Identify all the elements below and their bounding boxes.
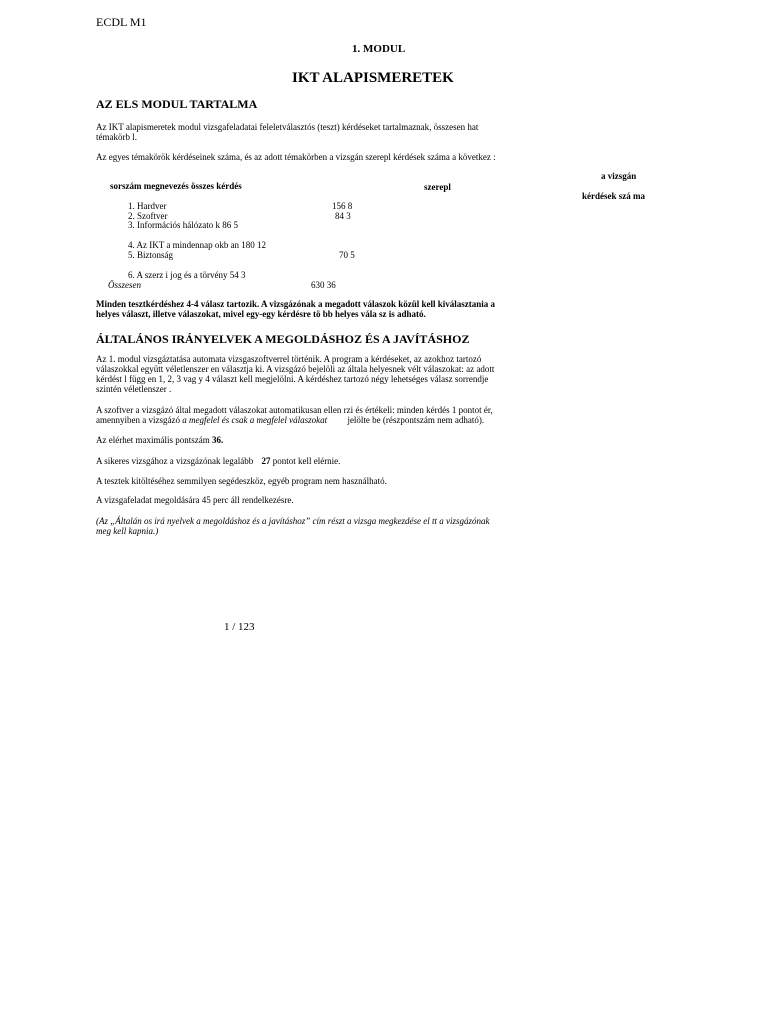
guideline-p2-rest: jelölte be (részpontszám nem adható). [327, 415, 485, 425]
guideline-p1-line-3: kérdést l függ en 1, 2, 3 vag y 4 választ kell megjelölni. A kérdéshez tartozó négy lehetséges válasz sorrendje [96, 374, 489, 384]
bold-note-line-1: Minden tesztkérdéshez 4-4 válasz tartozik. A vizsgázónak a megadott válaszok közül kell kiválasztania a [96, 299, 495, 309]
section-heading-guidelines: ÁLTALÁNOS IRÁNYELVEK A MEGOLDÁSHOZ ÉS A JAVÍTÁSHOZ [96, 332, 470, 346]
table-row-5-nums: 70 5 [339, 250, 355, 260]
running-header: ECDL M1 [96, 15, 147, 29]
note-line-1: (Az „Általán os irá nyelvek a megoldáshoz és a javításhoz” cím részt a vizsga megkezdése el tt a vizsgázónak [96, 516, 490, 526]
module-label: 1. MODUL [352, 43, 406, 55]
guideline-p1-line-2: válaszokkal együtt véletlenszer en választja ki. A vizsgázó bejelöli az általa helyesnek vélt válaszokat: az adott [96, 364, 495, 374]
table-row-4: 4. Az IKT a mindennap okb an 180 12 [128, 240, 267, 250]
guideline-p1-line-4: szintén véletlenszer . [96, 384, 172, 394]
intro-paragraph-2: Az egyes témakörök kérdéseinek száma, és az adott témakörben a vizsgán szerepl kérdések száma a következ : [96, 152, 496, 162]
max-points-value: 36. [211, 435, 224, 445]
time-limit-line: A vizsgafeladat megoldására 45 perc áll rendelkezésre. [96, 495, 294, 505]
intro-line-1: Az IKT alapismeretek modul vizsgafeladatai feleletválasztós (teszt) kérdéseket tartalmaznak, összesen hat [96, 122, 479, 132]
guideline-p1-line-1: Az 1. modul vizsgáztatása automata vizsgaszoftverrel történik. A program a kérdéseket, az azokhoz tartozó [96, 354, 482, 364]
table-header-col2: szerepl [424, 182, 451, 192]
guideline-p2-line-2 [96, 415, 484, 425]
table-total-label: Összesen [108, 280, 141, 290]
table-total-nums: 630 36 [311, 280, 336, 290]
guideline-p2-line-1: A szoftver a vizsgázó által megadott válaszokat automatikusan ellen rzi és értékeli: minden kérdés 1 pontot ér, [96, 405, 493, 415]
table-row-5: 5. Biztonság [128, 250, 173, 260]
guideline-p2-italic: a megfelel és csak a megfelel válaszokat [182, 415, 328, 425]
page-number: 1 / 123 [224, 621, 255, 633]
table-row-2-nums: 84 3 [335, 211, 351, 221]
section-heading-contents: AZ ELS MODUL TARTALMA [96, 97, 258, 111]
table-header-col3a: a vizsgán [601, 171, 637, 181]
max-points-line [96, 435, 223, 445]
table-row-6: 6. A szerz i jog és a törvény 54 3 [128, 270, 246, 280]
pass-points-value: 27 [261, 456, 271, 466]
table-header-col3b: kérdések szá ma [582, 191, 645, 201]
intro-line-2: témakörb l. [96, 132, 137, 142]
pass-points-text: A sikeres vizsgához a vizsgázónak legalább [96, 456, 256, 466]
table-row-2: 2. Szoftver [128, 211, 168, 221]
no-tools-line: A tesztek kitöltéséhez semmilyen segédeszköz, egyéb program nem használható. [96, 476, 387, 486]
pass-points-line [96, 456, 340, 466]
note-line-2: meg kell kapnia.) [96, 526, 159, 536]
table-row-3: 3. Információs hálózato k 86 5 [128, 220, 238, 230]
document-title: IKT ALAPISMERETEK [292, 70, 454, 86]
table-row-1: 1. Hardver [128, 201, 167, 211]
bold-note-line-2: helyes választ, illetve válaszokat, mivel egy-egy kérdésre tö bb helyes vála sz is adható. [96, 309, 426, 319]
pass-points-rest: pontot kell elérnie. [270, 456, 341, 466]
table-header-col1: sorszám megnevezés összes kérdés [110, 181, 242, 191]
guideline-p2-text: amennyiben a vizsgázó [96, 415, 183, 425]
table-row-1-nums: 156 8 [332, 201, 353, 211]
max-points-text: Az elérhet maximális pontszám [96, 435, 212, 445]
